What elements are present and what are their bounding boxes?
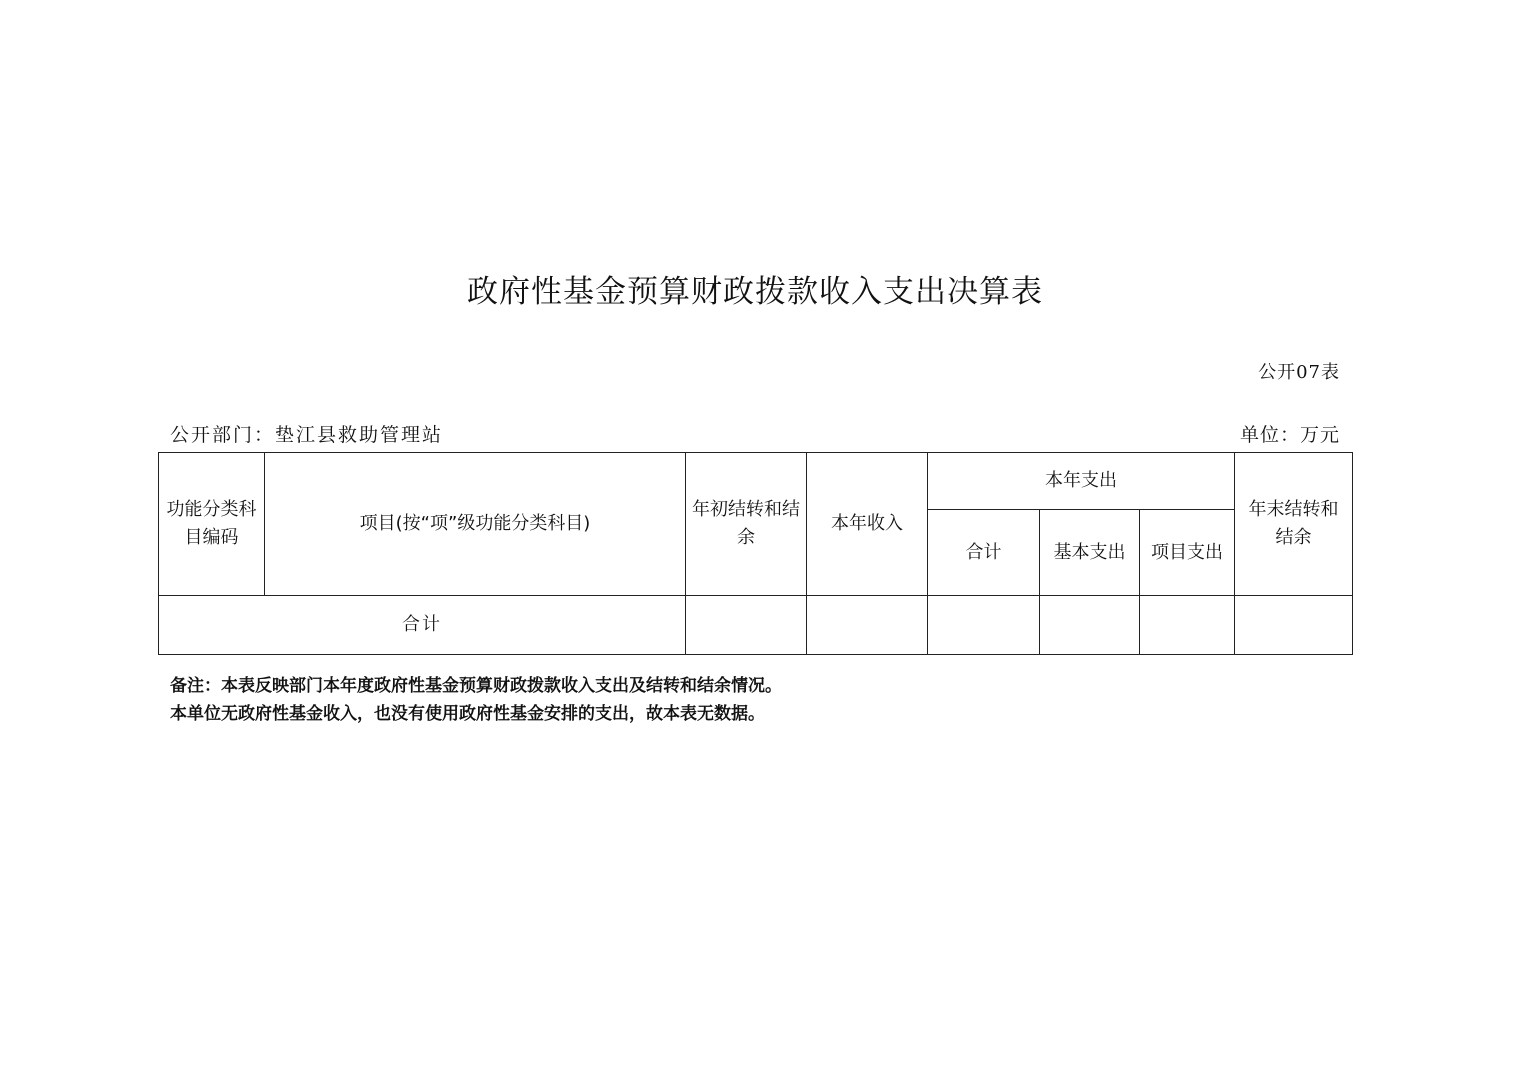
unit-label: 单位：万元 xyxy=(1239,424,1340,446)
header-expense-project: 项目支出 xyxy=(1140,510,1235,596)
notes xyxy=(170,672,782,728)
header-current-income: 本年收入 xyxy=(807,453,928,596)
total-opening-balance xyxy=(686,596,807,655)
total-label: 合计 xyxy=(159,596,686,655)
total-expense-basic xyxy=(1040,596,1140,655)
total-closing-balance xyxy=(1235,596,1353,655)
header-opening-balance: 年初结转和结余 xyxy=(686,453,807,596)
header-code: 功能分类科目编码 xyxy=(159,453,265,596)
page-title: 政府性基金预算财政拨款收入支出决算表 xyxy=(467,274,1043,310)
form-number: 公开07表 xyxy=(1258,362,1340,383)
header-expense-basic: 基本支出 xyxy=(1040,510,1140,596)
department-label: 公开部门：垫江县救助管理站 xyxy=(170,424,444,446)
header-item: 项目(按“项”级功能分类科目) xyxy=(265,453,686,596)
total-current-income xyxy=(807,596,928,655)
header-current-expense: 本年支出 xyxy=(928,453,1235,510)
note-line-1: 备注：本表反映部门本年度政府性基金预算财政拨款收入支出及结转和结余情况。 xyxy=(170,676,782,696)
table-row-total xyxy=(159,596,1353,655)
budget-table xyxy=(158,452,1353,655)
total-expense-project xyxy=(1140,596,1235,655)
note-line-2: 本单位无政府性基金收入，也没有使用政府性基金安排的支出，故本表无数据。 xyxy=(170,704,765,724)
header-closing-balance: 年末结转和结余 xyxy=(1235,453,1353,596)
header-expense-total: 合计 xyxy=(928,510,1040,596)
total-expense-total xyxy=(928,596,1040,655)
